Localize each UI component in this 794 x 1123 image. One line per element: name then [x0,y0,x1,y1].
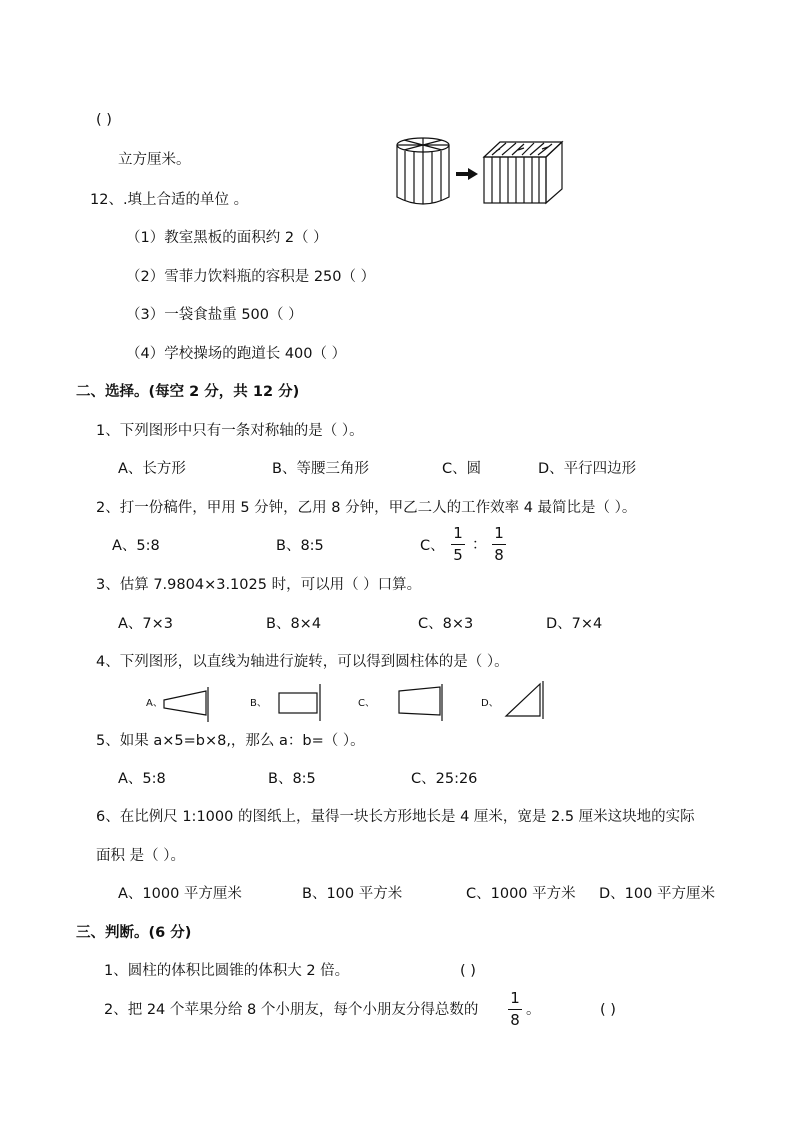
s2-q2-option-c[interactable]: C、 [420,538,445,554]
s2-q6-option-d[interactable]: D、100 平方厘米 [599,886,715,902]
denominator: 8 [510,1011,520,1029]
cuboid-shape [484,142,562,203]
cylinder-to-cuboid-figure [396,137,576,207]
s2-q5-option-a[interactable]: A、5:8 [118,771,166,787]
rectangle-rotation-figure-b [276,683,326,723]
s2-q5-option-b[interactable]: B、8:5 [268,771,316,787]
q12-item-2[interactable]: （2）雪菲力饮料瓶的容积是 250（ ） [126,269,376,285]
numerator: 1 [453,524,463,542]
s2-q2-option-b[interactable]: B、8:5 [276,538,324,554]
s2-q3-option-c[interactable]: C、8×3 [418,616,474,632]
s2-q5-option-c[interactable]: C、25:26 [411,771,478,787]
s2-q4-text: 4、下列图形，以直线为轴进行旋转，可以得到圆柱体的是（ ）。 [96,654,509,670]
s3-q1-text: 1、圆柱的体积比圆锥的体积大 2 倍。 [104,963,350,979]
s2-q6-line2: 面积 是（ ）。 [96,848,185,864]
s2-q1-option-d[interactable]: D、平行四边形 [538,461,637,477]
s2-q1-text: 1、下列图形中只有一条对称轴的是（ ）。 [96,423,364,439]
s2-q5-text: 5、如果 a×5=b×8,，那么 a：b=（ ）。 [96,733,365,749]
s2-q3-option-a[interactable]: A、7×3 [118,616,174,632]
trapezoid-rotation-figure-c [396,683,452,723]
s2-q2-fraction-1 [451,524,465,564]
section3-heading: 三、判断。(6 分) [76,925,192,941]
s2-q1-option-a[interactable]: A、长方形 [118,461,186,477]
denominator: 5 [453,546,463,564]
answer-blank[interactable]: ( ) [96,112,112,128]
cylinder-shape [397,138,449,204]
s2-q6-option-b[interactable]: B、100 平方米 [302,886,403,902]
s2-q3-text: 3、估算 7.9804×3.1025 时，可以用（ ）口算。 [96,577,422,593]
s2-q3-option-d[interactable]: D、7×4 [546,616,603,632]
s2-q4-option-b[interactable]: B、 [250,698,267,709]
s2-q2-text: 2、打一份稿件，甲用 5 分钟，乙用 8 分钟，甲乙二人的工作效率 4 最简比是（ ）。 [96,500,637,516]
s3-q2-fraction [508,989,522,1029]
s2-q6-option-c[interactable]: C、1000 平方米 [466,886,576,902]
s2-q3-option-b[interactable]: B、8×4 [266,616,322,632]
s2-q1-option-b[interactable]: B、等腰三角形 [272,461,369,477]
trapezoid-rotation-figure-a [162,686,212,726]
q12-item-4[interactable]: （4）学校操场的跑道长 400（ ） [126,346,347,362]
ratio-sign: ： [472,537,487,553]
q12-item-3[interactable]: （3）一袋食盐重 500（ ） [126,307,303,323]
s3-q2-text: 2、把 24 个苹果分给 8 个小朋友，每个小朋友分得总数的 [104,1002,479,1018]
numerator: 1 [510,989,520,1007]
s2-q4-option-a[interactable]: A、 [146,698,163,709]
section2-heading: 二、选择。(每空 2 分，共 12 分) [76,384,300,400]
triangle-rotation-figure-d [504,680,554,720]
q12-title: 12、.填上合适的单位 。 [90,192,249,208]
s2-q6-option-a[interactable]: A、1000 平方厘米 [118,886,242,902]
s2-q4-option-c[interactable]: C、 [358,698,375,709]
s2-q4-option-d[interactable]: D、 [481,698,499,709]
q12-item-1[interactable]: （1）教室黑板的面积约 2（ ） [126,230,328,246]
denominator: 8 [494,546,504,564]
s2-q1-option-c[interactable]: C、圆 [442,461,482,477]
arrow-right-icon [456,168,478,180]
s2-q2-option-a[interactable]: A、5:8 [112,538,160,554]
s2-q2-fraction-2 [492,524,506,564]
s3-q1-answer-blank[interactable]: ( ) [460,963,476,979]
s2-q6-line1: 6、在比例尺 1:1000 的图纸上，量得一块长方形地长是 4 厘米，宽是 2.5 厘米这块地的实际 [96,809,695,825]
s3-q2-answer-blank[interactable]: ( ) [600,1002,616,1018]
unit-text: 立方厘米。 [118,152,191,168]
s3-q2-tail: 。 [526,1002,541,1018]
numerator: 1 [494,524,504,542]
